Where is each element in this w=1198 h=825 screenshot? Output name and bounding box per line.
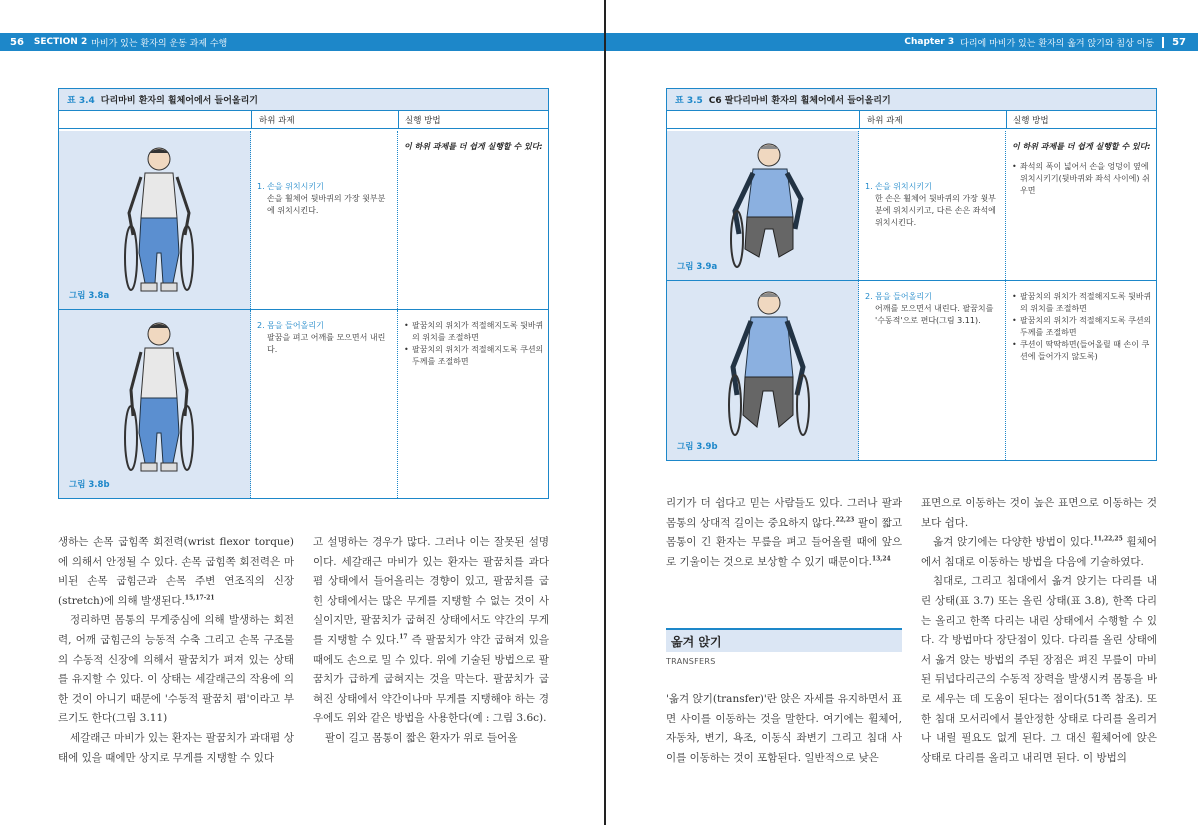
method-cell: [1006, 281, 1158, 460]
method-list: [404, 320, 544, 368]
header-right: [606, 33, 1198, 51]
paragraph: 표면으로 이동하는 것이 높은 표면으로 이동하는 것보다 쉽다.: [921, 497, 1157, 529]
section-subheading: TRANSFERS: [666, 657, 716, 666]
table-row: [667, 131, 1156, 281]
table-row: [59, 131, 548, 310]
list-item: • 팔꿈치의 위치가 적절해지도록 뒷바퀴의 위치를 조절하면: [1012, 291, 1152, 315]
page-spine: [604, 0, 606, 825]
figure-cell: [59, 131, 251, 309]
body-column-2: [313, 533, 549, 749]
wheelchair-lift-illustration: [717, 139, 817, 269]
section-label: SECTION 2: [33, 37, 88, 47]
body-column-3b: [666, 690, 902, 768]
wheelchair-lift-illustration: [119, 143, 199, 303]
subtask-title: 1. 손을 위치시키기: [865, 182, 932, 191]
table-caption: [667, 89, 1156, 111]
page-number-left: 56: [10, 36, 24, 48]
table-3-4: [58, 88, 549, 499]
column-method: 실행 방법: [405, 116, 441, 126]
header-left: [0, 33, 604, 51]
method-list: [1012, 161, 1152, 197]
table-title: C6 팔다리마비 환자의 휠체어에서 들어올리기: [708, 96, 891, 106]
paragraph: 고 설명하는 경우가 많다. 그러나 이는 잘못된 설명이다. 세갈래근 마비가 있는 환자는 팔꿈치를 과다폄 상태에서 들어올리는 경향이 있고, 팔꿈치를 굽힌 상태에서는 많은 무게를 지탱할 수 없는 것이 사실이지만, 팔꿈치가 굽혀진 상태에서도 약간의 무게를 지탱할 수 있다.$^{17}$ 즉 팔꿈치가 약간 굽혀져 있을 때에도 손으로 밀 수 있다. 위에 기술된 방법으로 팔꿈치가 급하게 굽혀지는 것을 막는다. 팔꿈치가 굽혀진 상태에서 약간이나마 무게를 지탱해야 하는 경우에도 위와 같은 방법을 사용한다(예 : 그림 3.6c).: [313, 536, 549, 725]
body-column-3: [666, 494, 902, 572]
subtask-title: 2. 몸을 들어올리기: [257, 321, 324, 330]
paragraph: 세갈래근 마비가 있는 환자는 팔꿈치가 과대폄 상태에 있을 때에만 상지로 무게를 지탱할 수 있다: [58, 731, 294, 764]
list-item: • 쿠션이 딱딱하면(들어올릴 때 손이 쿠션에 들어가지 않도록): [1012, 339, 1152, 363]
list-item: • 팔꿈치의 위치가 적절해지도록 쿠션의 두께를 조절하면: [404, 344, 544, 368]
paragraph: 리기가 더 쉽다고 믿는 사람들도 있다. 그러나 팔과 몸통의 상대적 길이는 중요하지 않다.$^{22,23}$ 팔이 짧고 몸통이 긴 환자는 무릎을 펴고 들어올릴 때에 앞으로 기울이는 것으로 보상할 수 있기 때문이다.$^{13,24}$: [666, 497, 902, 568]
subtask-description: 팔꿈을 펴고 어깨를 모으면서 내린다.: [267, 333, 386, 354]
chapter-label: Chapter 3: [904, 37, 955, 47]
column-subtask: 하위 과제: [259, 116, 295, 126]
figure-cell: [59, 310, 251, 498]
section-title: 마비가 있는 환자의 운동 과제 수행: [91, 38, 228, 49]
figure-label: 그림 3.8b: [69, 480, 110, 490]
table-row: [667, 281, 1156, 460]
subtask-cell: [251, 131, 398, 309]
citation: 22,23: [835, 516, 855, 524]
method-cell: [398, 131, 550, 309]
body-column-1: [58, 533, 294, 768]
subtask-description: 손을 휠체어 뒷바퀴의 가장 윗부분에 위치시킨다.: [267, 194, 386, 215]
figure-cell: [667, 131, 859, 280]
subtask-cell: [251, 310, 398, 498]
table-number: 표 3.4: [67, 96, 95, 106]
paragraph: 팔이 길고 몸통이 짧은 환자가 위로 들어올: [325, 731, 518, 744]
subtask-cell: [859, 131, 1006, 280]
paragraph: 침대로, 그리고 침대에서 옮겨 앉기는 다리를 내린 상태(표 3.7) 또는 올린 상태(표 3.8), 한쪽 다리는 올리고 한쪽 다리는 내린 상태에서 수행할 수 있다. 각 방법마다 장단점이 있다. 다리를 올린 상태에서 옮겨 앉는 방법의 주된 장점은 펴진 무릎이 마비된 뒤넙다리근의 수동적 장력을 발생시켜 몸통을 바로 세우는 데 도움이 된다는 점이다(51쪽 참조). 또한 침대 모서리에서 불안정한 상태로 다리를 올리거나 내릴 필요도 없게 된다. 그 대신 휠체어에 앉은 상태로 다리를 올리고 내리면 된다. 이 방법의: [921, 575, 1157, 764]
list-item: • 팔꿈치의 위치가 적절해지도록 쿠션의 두께를 조절하면: [1012, 315, 1152, 339]
page-number-right: 57: [1162, 37, 1198, 48]
subtask-cell: [859, 281, 1006, 460]
method-cell: [1006, 131, 1158, 280]
citation: 15,17-21: [184, 594, 215, 602]
table-row: [59, 310, 548, 498]
table-caption: [59, 89, 548, 111]
subtask-title: 1. 손을 위치시키기: [257, 182, 324, 191]
wheelchair-lift-illustration: [717, 287, 817, 442]
citation: 11,22,25: [1093, 535, 1123, 543]
figure-label: 그림 3.8a: [69, 291, 110, 301]
method-cell: [398, 310, 550, 498]
table-3-5: [666, 88, 1157, 461]
list-item: • 팔꿈치의 위치가 적절해지도록 뒷바퀴의 위치를 조절하면: [404, 320, 544, 344]
paragraph: 생하는 손목 굽힘쪽 회전력(wrist flexor torque)에 의해서 안정될 수 있다. 손목 굽힘쪽 회전력은 마비된 손목 굽힘근과 손목 주변 연조직의 신장(stretch)에 의해 발생된다.$^{15,17-21}$: [58, 536, 294, 607]
subtask-description: 어깨를 모으면서 내린다. 팔꿈치를 '수동적'으로 편다(그림 3.11).: [875, 304, 994, 325]
figure-label: 그림 3.9a: [677, 262, 718, 272]
table-title: 다리마비 환자의 휠체어에서 들어올리기: [100, 96, 258, 106]
method-heading: 이 하위 과제를 더 쉽게 실행할 수 있다:: [404, 142, 543, 151]
wheelchair-lift-illustration: [119, 318, 199, 478]
body-column-4: [921, 494, 1157, 768]
list-item: • 좌석의 폭이 넓어서 손을 엉덩이 옆에 위치시키기(뒷바퀴와 좌석 사이에) 쉬우면: [1012, 161, 1152, 197]
chapter-title: 다리에 마비가 있는 환자의 옮겨 앉기와 침상 이동: [960, 38, 1155, 49]
table-number: 표 3.5: [675, 96, 703, 106]
figure-cell: [667, 281, 859, 460]
subtask-description: 한 손은 휠체어 뒷바퀴의 가장 윗부분에 위치시키고, 다른 손은 좌석에 위치시킨다.: [875, 194, 996, 227]
paragraph: 옮겨 앉기에는 다양한 방법이 있다.$^{11,22,25}$ 휠체어에서 침대로 이동하는 방법을 다음에 기술하였다.: [921, 535, 1157, 568]
method-list: [1012, 291, 1152, 363]
citation: 13,24: [871, 555, 891, 563]
column-method: 실행 방법: [1013, 116, 1049, 126]
table-column-header: [59, 111, 548, 129]
figure-label: 그림 3.9b: [677, 442, 718, 452]
paragraph: '옮겨 앉기(transfer)'란 앉은 자세를 유지하면서 표면 사이를 이동하는 것을 말한다. 여기에는 휠체어, 자동차, 변기, 욕조, 이동식 좌변기 그리고 침대 사이를 이동하는 것이 포함된다. 일반적으로 낮은: [666, 693, 902, 764]
section-heading: 옮겨 앉기: [666, 628, 902, 652]
paragraph: 정리하면 몸통의 무게중심에 의해 발생하는 회전력, 어깨 굽힘근의 능동적 수축 그리고 손목 구조물의 수동적 신장에 의해서 팔꿈치가 펴져 있는 상태를 유지할 수 있다. 이 상태는 세갈래근의 작용에 의한 것이 아니기 때문에 '수동적 팔꿈치 폄'이라고 부르기도 한다(그림 3.11): [58, 614, 294, 725]
table-column-header: [667, 111, 1156, 129]
subtask-title: 2. 몸을 들어올리기: [865, 292, 932, 301]
column-subtask: 하위 과제: [867, 116, 903, 126]
method-heading: 이 하위 과제를 더 쉽게 실행할 수 있다:: [1012, 142, 1151, 151]
citation: 17: [399, 633, 408, 641]
